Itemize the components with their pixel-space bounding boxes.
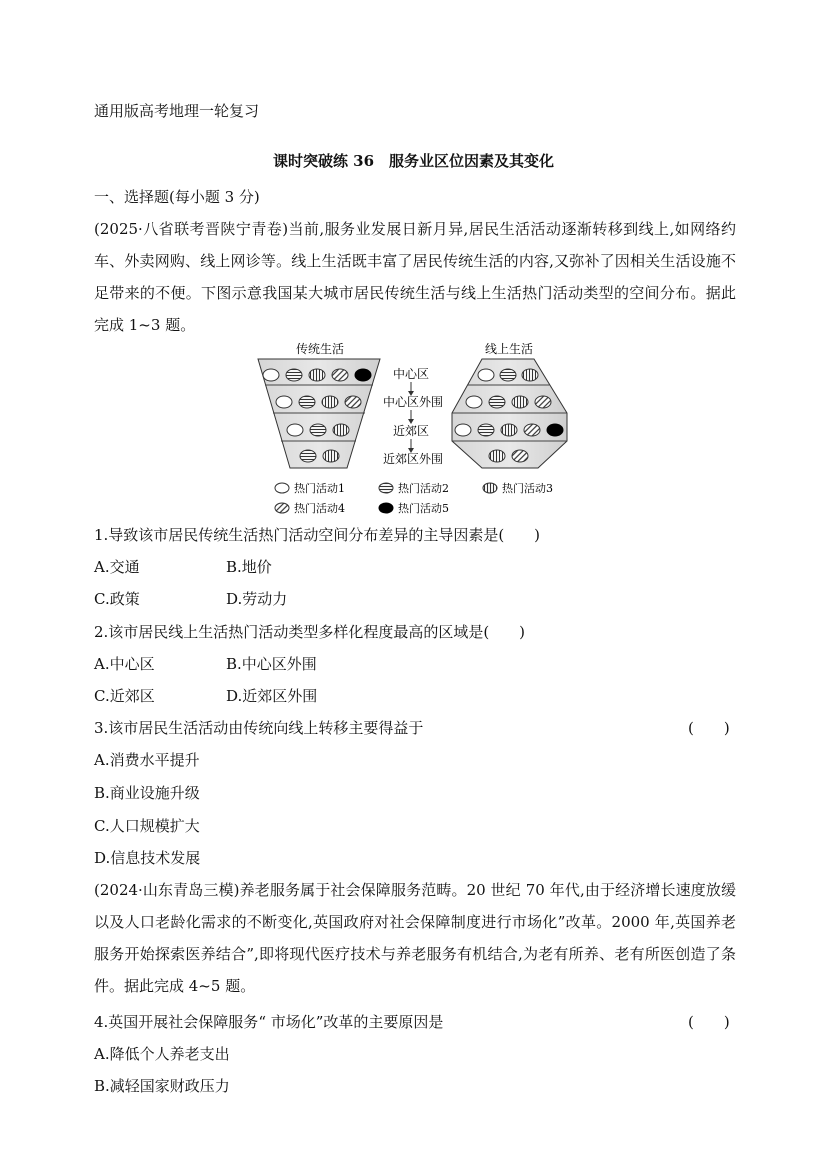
activity1-symbol [466,396,482,408]
q1-option-c[interactable]: C.政策 [94,590,140,608]
right-panel-title: 线上生活 [484,342,534,356]
activity3-symbol [501,424,517,436]
activity3-symbol [522,369,538,381]
legend-activity2-label: 热门活动2 [398,482,449,495]
legend-activity4-label: 热门活动4 [294,502,345,515]
legend-activity3-label: 热门活动3 [502,482,553,495]
activity1-symbol [478,369,494,381]
activity5-symbol [547,424,563,436]
activity4-symbol [535,396,551,408]
activity4-symbol [345,396,361,408]
q4-option-b[interactable]: B.减轻国家财政压力 [94,1077,230,1095]
q4-answer-paren: ( ) [688,1013,730,1031]
legend-activity3-icon [483,483,497,493]
activity2-symbol [300,450,316,462]
activity2-symbol [478,424,494,436]
activity4-symbol [524,424,540,436]
q3-option-c[interactable]: C.人口规模扩大 [94,817,200,835]
q2-option-c[interactable]: C.近郊区 [94,687,155,705]
q3-option-d[interactable]: D.信息技术发展 [94,849,201,867]
activity1-symbol [276,396,292,408]
legend-activity4-icon [275,503,289,513]
activity2-symbol [500,369,516,381]
activity2-symbol [310,424,326,436]
q4-option-a[interactable]: A.降低个人养老支出 [94,1045,230,1063]
q2-option-a[interactable]: A.中心区 [94,655,155,673]
activity3-symbol [512,396,528,408]
section-heading: 一、选择题(每小题 3 分) [94,188,260,206]
activity3-symbol [323,450,339,462]
question-2-stem: 2.该市居民线上生活热门活动类型多样化程度最高的区域是( ) [94,623,526,641]
lesson-title: 课时突破练 36 服务业区位因素及其变化 [272,152,555,170]
activity3-symbol [489,450,505,462]
q2-option-b[interactable]: B.中心区外围 [226,655,317,673]
q1-option-a[interactable]: A.交通 [94,558,140,576]
left-panel-title: 传统生活 [295,342,345,356]
zone-label-center-periphery: 中心区外围 [382,395,444,409]
passage-1: (2025·八省联考晋陕宁青卷)当前,服务业发展日新月异,居民生活活动逐渐转移到线上,如网络约车、外卖网购、线上网诊等。线上生活既丰富了居民传统生活的内容,又弥补了因相关生活设施不足带来的不便。下图示意我国某大城市居民传统生活与线上生活热门活动类型的空间分布。据此完成 1~3 题。 [94,220,736,334]
activity1-symbol [455,424,471,436]
question-3-stem: 3.该市居民生活活动由传统向线上转移主要得益于 [94,719,424,737]
q1-option-d[interactable]: D.劳动力 [226,590,288,608]
legend-activity5-label: 热门活动5 [398,502,449,515]
activity3-symbol [333,424,349,436]
activity4-symbol [332,369,348,381]
q1-option-b[interactable]: B.地价 [226,558,272,576]
question-4-stem: 4.英国开展社会保障服务“ 市场化”改革的主要原因是 [94,1013,444,1031]
activity4-symbol [512,450,528,462]
q3-option-b[interactable]: B.商业设施升级 [94,784,200,802]
activity1-symbol [287,424,303,436]
q3-answer-paren: ( ) [688,719,730,737]
activity1-symbol [263,369,279,381]
passage-2: (2024·山东青岛三模)养老服务属于社会保障服务范畴。20 世纪 70 年代,由于经济增长速度放缓以及人口老龄化需求的不断变化,英国政府对社会保障制度进行市场化”改革。2000 年,英国养老服务开始探索医养结合”,即将现代医疗技术与养老服务有机结合,为老有所养、老有所医创造了条件。据此完成 4~5 题。 [94,881,736,995]
question-1-stem: 1.导致该市居民传统生活热门活动空间分布差异的主导因素是( ) [94,526,541,544]
q2-option-d[interactable]: D.近郊区外围 [226,687,318,705]
activity2-symbol [286,369,302,381]
activity3-symbol [322,396,338,408]
zone-label-suburb: 近郊区 [392,424,430,438]
activity2-symbol [489,396,505,408]
activity5-symbol [355,369,371,381]
zone-label-center: 中心区 [392,367,430,381]
doc-title: 通用版高考地理一轮复习 [94,102,260,120]
legend-activity5-icon [379,503,393,513]
legend-activity1-icon [275,483,289,493]
zone-label-suburb-periphery: 近郊区外围 [382,452,444,466]
q3-option-a[interactable]: A.消费水平提升 [94,751,200,769]
legend-activity1-label: 热门活动1 [294,482,345,495]
activity2-symbol [299,396,315,408]
activity-distribution-figure [0,338,827,518]
activity3-symbol [309,369,325,381]
legend-activity2-icon [379,483,393,493]
